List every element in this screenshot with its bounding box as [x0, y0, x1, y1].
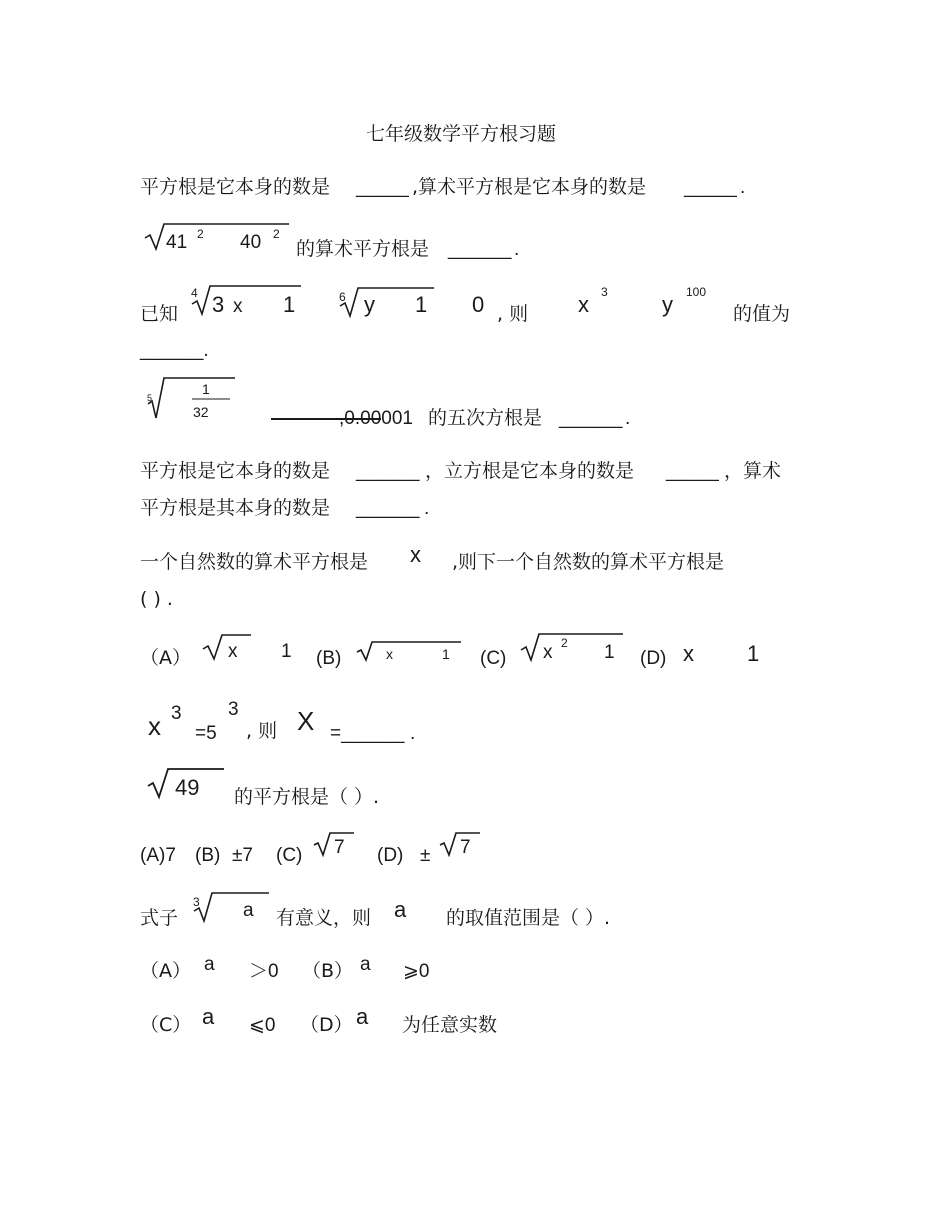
q10-option-a-a: a — [204, 954, 215, 975]
q6-option-a-radical — [202, 633, 252, 663]
page-title: 七年级数学平方根习题 — [366, 123, 557, 145]
q10-option-b-label: （B） — [302, 960, 354, 982]
q9-option-c-rad: 7 — [334, 837, 345, 858]
q5-text-a: 平方根是它本身的数是 — [140, 460, 331, 482]
q10-option-a-label: （A） — [140, 960, 191, 982]
q8-text: 的平方根是（ ）. — [234, 786, 380, 808]
q3-index-6: 6 — [339, 290, 346, 304]
q6-option-b-x: x — [386, 646, 393, 662]
q6-option-c-x: x — [543, 642, 553, 663]
q6-option-a-x: x — [228, 641, 238, 662]
q10-option-b-a: a — [360, 954, 371, 975]
q2-rad-b: 40 — [240, 232, 262, 253]
q5-end: . — [424, 498, 430, 519]
q9-option-d-label: (D) — [377, 845, 404, 866]
q2-exp-a: 2 — [197, 227, 204, 241]
q7-then: , 则 — [246, 720, 278, 742]
q7-blank: =______ — [330, 723, 405, 744]
q6-option-b-1: 1 — [442, 646, 450, 662]
q4-end: . — [625, 408, 631, 429]
q3-blank: ______. — [140, 340, 209, 361]
q7-x-exp: 3 — [171, 703, 182, 724]
q3-tail: 的值为 — [733, 303, 791, 325]
q3-x-exp: 3 — [601, 285, 608, 299]
q3-index-4: 4 — [191, 286, 198, 300]
q3-then: , 则 — [497, 303, 529, 325]
q3-y-exp: 100 — [686, 285, 707, 299]
q6-option-d-label: (D) — [640, 648, 667, 669]
q10-option-b-rel: ⩾0 — [403, 961, 430, 982]
q7-5-exp: 3 — [228, 699, 239, 720]
q7-end: . — [410, 723, 416, 744]
q6-text-b: ,则下一个自然数的算术平方根是 — [452, 551, 725, 573]
q10-option-c-a: a — [202, 1004, 215, 1029]
radical-sign-icon — [202, 633, 252, 663]
q6-x: x — [410, 542, 421, 567]
q6-option-a-label: （A） — [140, 647, 191, 669]
q3-rad2-b: 1 — [415, 292, 428, 317]
q7-eq-5: =5 — [195, 723, 217, 744]
q10-radical — [192, 891, 270, 925]
q9-option-c-label: (C) — [276, 845, 303, 866]
q9-option-b-label: (B) — [195, 845, 221, 866]
q6-option-c-1: 1 — [604, 642, 615, 663]
radical-sign-icon — [192, 891, 270, 925]
q3-x: x — [578, 292, 589, 317]
q3-prefix: 已知 — [140, 303, 179, 325]
q10-rad: a — [243, 900, 254, 921]
q7-X: X — [297, 706, 315, 736]
q10-option-d-text: 为任意实数 — [402, 1014, 498, 1036]
q10-option-c-label: （C） — [140, 1014, 192, 1036]
q1-blank-a: _____ — [356, 177, 409, 198]
q10-option-d-a: a — [356, 1004, 369, 1029]
q3-rad1-c: 1 — [283, 292, 296, 317]
q1-text-a: 平方根是它本身的数是 — [140, 176, 331, 198]
q10-a: a — [394, 897, 407, 922]
q2-exp-b: 2 — [273, 227, 280, 241]
q9-option-b-value: ±7 — [232, 845, 253, 866]
q4-num: 1 — [202, 381, 210, 397]
q5-text-b: ，立方根是它本身的数是 — [425, 460, 635, 482]
q6-option-b-label: (B) — [316, 648, 342, 669]
q3-rad2-a: y — [364, 292, 375, 317]
q6-option-d-1: 1 — [747, 641, 760, 666]
q2-rad-a: 41 — [166, 232, 188, 253]
q2-end: . — [514, 239, 520, 260]
q4-den: 32 — [193, 404, 209, 420]
q5-blank-b: _____ — [666, 461, 719, 482]
q6-option-c-label: (C) — [480, 648, 507, 669]
q3-y: y — [662, 292, 673, 317]
q5-text-c: ，算术 — [724, 460, 782, 482]
q5-blank-a: ______ — [356, 461, 420, 482]
q10-option-a-rel: ＞0 — [249, 961, 279, 982]
q10-option-d-label: （D） — [300, 1014, 353, 1036]
q9-option-d-pm: ± — [420, 845, 431, 866]
q10-text: 有意义，则 — [276, 907, 372, 929]
q6-option-c-exp: 2 — [561, 636, 568, 650]
q8-rad: 49 — [175, 775, 200, 800]
q4-index-5: 5 — [147, 393, 153, 403]
q10-index-3: 3 — [193, 895, 200, 909]
q6-option-a-1: 1 — [281, 641, 292, 662]
q4-radical — [146, 376, 236, 422]
q2-blank: ______ — [448, 239, 512, 260]
q2-text: 的算术平方根是 — [296, 238, 430, 260]
q7-x: x — [148, 711, 161, 741]
radical-sign-icon — [146, 376, 236, 422]
q6-paren: ( ) . — [140, 588, 173, 610]
q4-text: 的五次方根是 — [428, 407, 543, 429]
q5-text-d: 平方根是其本身的数是 — [140, 497, 331, 519]
q1-text-b: ,算术平方根是它本身的数是 — [412, 176, 647, 198]
q4-value: ,0.00001 — [339, 408, 413, 429]
q6-option-d-x: x — [683, 641, 694, 666]
q6-text-a: 一个自然数的算术平方根是 — [140, 551, 369, 573]
q3-rad1-a: 3 — [212, 292, 225, 317]
q9-option-d-rad: 7 — [460, 837, 471, 858]
q1-blank-b: _____ — [684, 177, 737, 198]
q9-option-a: (A)7 — [140, 845, 176, 866]
q4-blank: ______ — [559, 408, 623, 429]
q3-rad1-b: x — [233, 296, 243, 317]
q10-tail: 的取值范围是（ ）. — [446, 907, 611, 929]
q1-end: . — [740, 177, 746, 198]
q10-option-c-rel: ⩽0 — [249, 1015, 276, 1036]
q3-zero: 0 — [472, 292, 485, 317]
q5-blank-c: ______ — [356, 498, 420, 519]
q10-prefix: 式子 — [140, 907, 179, 929]
